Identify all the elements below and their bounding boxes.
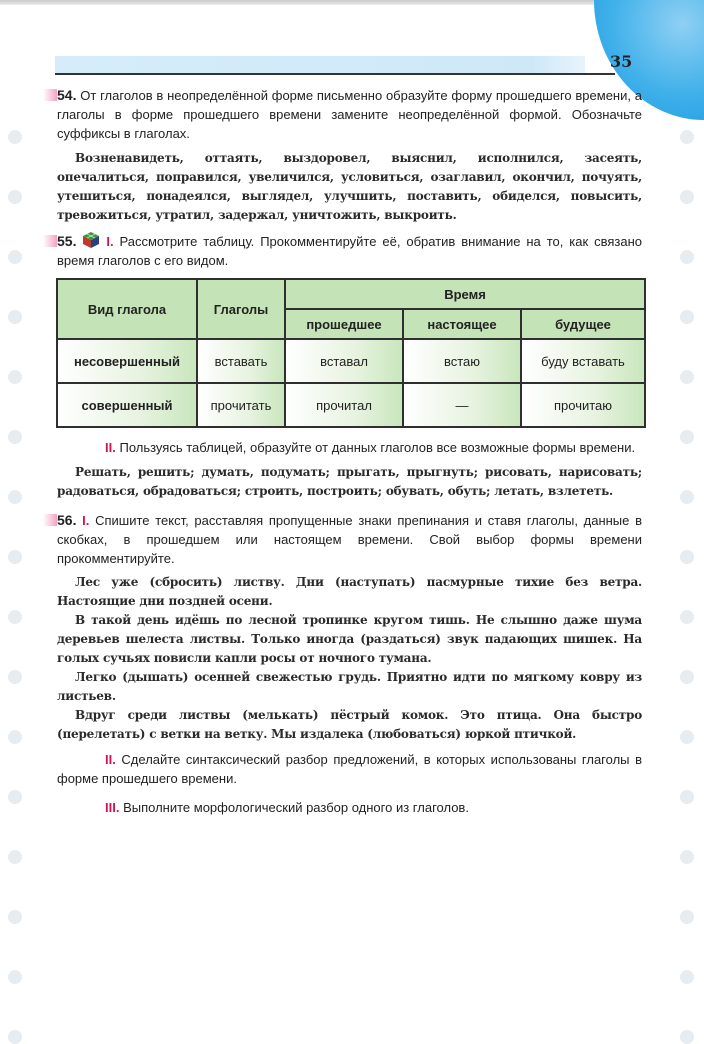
task-marker	[43, 514, 57, 526]
verb-tense-table	[56, 278, 646, 428]
task-54-instruction-text: От глаголов в неопределённой форме письменно образуйте форму прошедшего времени, а глаголы в форме прошедшего времени замените неопределённой формой. Обозначьте суффиксы в глаголах.	[57, 88, 642, 141]
watermark	[8, 250, 18, 260]
header-past: прошедшее	[285, 309, 403, 339]
watermark	[680, 850, 690, 860]
obozrevatel-logo-icon	[680, 310, 694, 324]
cell-present: —	[403, 383, 521, 427]
header-present: настоящее	[403, 309, 521, 339]
watermark	[680, 310, 690, 320]
obozrevatel-logo-icon	[8, 550, 22, 564]
task-56-part-3-text: Выполните морфологический разбор одного из глаголов.	[123, 800, 469, 815]
task-55-part-1-text: Рассмотрите таблицу. Прокомментируйте её, обратив внимание на то, как связано время глаголов с его видом.	[57, 234, 642, 268]
obozrevatel-logo-icon	[680, 1030, 694, 1044]
task-54	[57, 86, 642, 225]
header-future: будущее	[521, 309, 645, 339]
task-56-part-1	[57, 511, 642, 568]
task-56-part-1-text: Спишите текст, расставляя пропущенные знаки препинания и ставя глаголы, данные в скобках, в прошедшем или настоящем времени. Свой выбор формы времени прокомментируйте.	[57, 513, 642, 566]
header-tense: Время	[285, 279, 645, 309]
obozrevatel-logo-icon	[8, 1030, 22, 1044]
watermark	[8, 130, 18, 140]
task-54-number: 54.	[57, 87, 77, 103]
obozrevatel-logo-icon	[680, 490, 694, 504]
obozrevatel-logo-icon	[680, 670, 694, 684]
header-rule	[55, 73, 615, 75]
task-55-part-2-instruction	[57, 438, 642, 457]
obozrevatel-logo-icon	[680, 250, 694, 264]
obozrevatel-logo-icon	[680, 550, 694, 564]
task-56-part-1-label: I.	[82, 513, 90, 528]
watermark	[680, 190, 690, 200]
cell-aspect: совершенный	[57, 383, 197, 427]
watermark	[8, 190, 18, 200]
obozrevatel-logo-icon	[8, 850, 22, 864]
task-56	[57, 511, 642, 817]
task-56-part-2	[57, 750, 642, 788]
cell-past: вставал	[285, 339, 403, 383]
obozrevatel-logo-icon	[8, 130, 22, 144]
watermark	[8, 370, 18, 380]
watermark	[8, 430, 18, 440]
cell-past: прочитал	[285, 383, 403, 427]
watermark	[680, 970, 690, 980]
watermark	[8, 490, 18, 500]
task-56-part-2-text: Сделайте синтаксический разбор предложений, в которых использованы глаголы в форме прошедшего времени.	[57, 752, 642, 786]
cell-aspect: несовершенный	[57, 339, 197, 383]
header-band	[55, 56, 585, 73]
obozrevatel-logo-icon	[680, 970, 694, 984]
obozrevatel-logo-icon	[8, 610, 22, 624]
task-56-part-2-label: II.	[105, 752, 116, 767]
obozrevatel-logo-icon	[8, 370, 22, 384]
watermark	[8, 610, 18, 620]
obozrevatel-logo-icon	[680, 850, 694, 864]
task-55	[57, 231, 642, 501]
obozrevatel-logo-icon	[8, 430, 22, 444]
table-row	[57, 339, 645, 383]
watermark	[680, 130, 690, 140]
obozrevatel-logo-icon	[680, 910, 694, 924]
watermark	[680, 250, 690, 260]
watermark	[8, 670, 18, 680]
obozrevatel-logo-icon	[680, 610, 694, 624]
task-56-text-paragraph: Лес уже (сбросить) листву. Дни (наступать) пасмурные тихие без ветра. Настоящие дни поздней осени.	[57, 575, 642, 608]
cell-verb: вставать	[197, 339, 285, 383]
obozrevatel-logo-icon	[680, 430, 694, 444]
task-56-part-3-label: III.	[105, 800, 120, 815]
obozrevatel-logo-icon	[8, 670, 22, 684]
watermark	[8, 850, 18, 860]
watermark	[8, 1030, 18, 1040]
task-55-part-2-label: II.	[105, 440, 116, 455]
watermark	[680, 730, 690, 740]
cell-future: буду вставать	[521, 339, 645, 383]
watermark	[680, 550, 690, 560]
obozrevatel-logo-icon	[680, 130, 694, 144]
task-56-text-paragraph: Вдруг среди листвы (мелькать) пёстрый комок. Это птица. Она быстро (перелетать) с ветки на ветку. Мы издалека (любоваться) юркой птичкой.	[57, 708, 642, 741]
task-56-number: 56.	[57, 512, 77, 528]
obozrevatel-logo-icon	[680, 370, 694, 384]
obozrevatel-logo-icon	[8, 790, 22, 804]
watermark	[680, 1030, 690, 1040]
obozrevatel-logo-icon	[8, 910, 22, 924]
obozrevatel-logo-icon	[8, 310, 22, 324]
task-55-words: Решать, решить; думать, подумать; прыгать, прыгнуть; рисовать, нарисовать; радоваться, обрадоваться; строить, построить; обувать, обуть; летать, взлететь.	[57, 465, 642, 498]
obozrevatel-logo-icon	[680, 790, 694, 804]
obozrevatel-logo-icon	[8, 970, 22, 984]
task-marker	[43, 89, 57, 101]
watermark	[680, 910, 690, 920]
watermark	[8, 910, 18, 920]
watermark	[680, 610, 690, 620]
watermark	[8, 790, 18, 800]
task-54-words: Возненавидеть, оттаять, выздоровел, выяснил, исполнился, засеять, опечалиться, поправился, увеличился, условиться, озаглавил, окончил, почуять, утешиться, понадеялся, выглядел, улучшить, поставить, обиделся, повысить, тревожиться, утратил, задержал, уничтожить, выкроить.	[57, 151, 642, 222]
task-56-text-paragraph: Легко (дышать) осенней свежестью грудь. Приятно идти по мягкому ковру из листьев.	[57, 670, 642, 703]
obozrevatel-logo-icon	[8, 730, 22, 744]
watermark	[8, 310, 18, 320]
task-55-part-2-text: Пользуясь таблицей, образуйте от данных глаголов все возможные формы времени.	[119, 440, 636, 455]
task-marker	[43, 235, 57, 247]
watermark	[680, 430, 690, 440]
page-number: 35	[610, 52, 633, 71]
task-54-instruction	[57, 86, 642, 143]
obozrevatel-logo-icon	[680, 730, 694, 744]
obozrevatel-logo-icon	[8, 490, 22, 504]
watermark	[8, 970, 18, 980]
task-55-number: 55.	[57, 233, 77, 249]
header-verbs: Глаголы	[197, 279, 285, 339]
obozrevatel-logo-icon	[8, 190, 22, 204]
cell-verb: прочитать	[197, 383, 285, 427]
cell-future: прочитаю	[521, 383, 645, 427]
watermark	[680, 370, 690, 380]
table-row	[57, 383, 645, 427]
watermark	[8, 730, 18, 740]
page-content	[57, 86, 642, 817]
watermark	[680, 490, 690, 500]
watermark	[8, 550, 18, 560]
header-aspect: Вид глагола	[57, 279, 197, 339]
cell-present: встаю	[403, 339, 521, 383]
task-55-part-1-label: I.	[106, 234, 114, 249]
obozrevatel-logo-icon	[8, 250, 22, 264]
watermark	[680, 790, 690, 800]
watermark	[680, 670, 690, 680]
obozrevatel-logo-icon	[680, 190, 694, 204]
task-56-part-3	[57, 798, 642, 817]
rubiks-cube-icon	[82, 231, 100, 249]
task-56-text-paragraph: В такой день идёшь по лесной тропинке кругом тишь. Не слышно даже шума деревьев шелеста листвы. Только иногда (раздаться) звук падающих шишек. На голых сучьях повисли капли росы от ночного тумана.	[57, 613, 642, 665]
task-55-part-1	[57, 231, 642, 270]
